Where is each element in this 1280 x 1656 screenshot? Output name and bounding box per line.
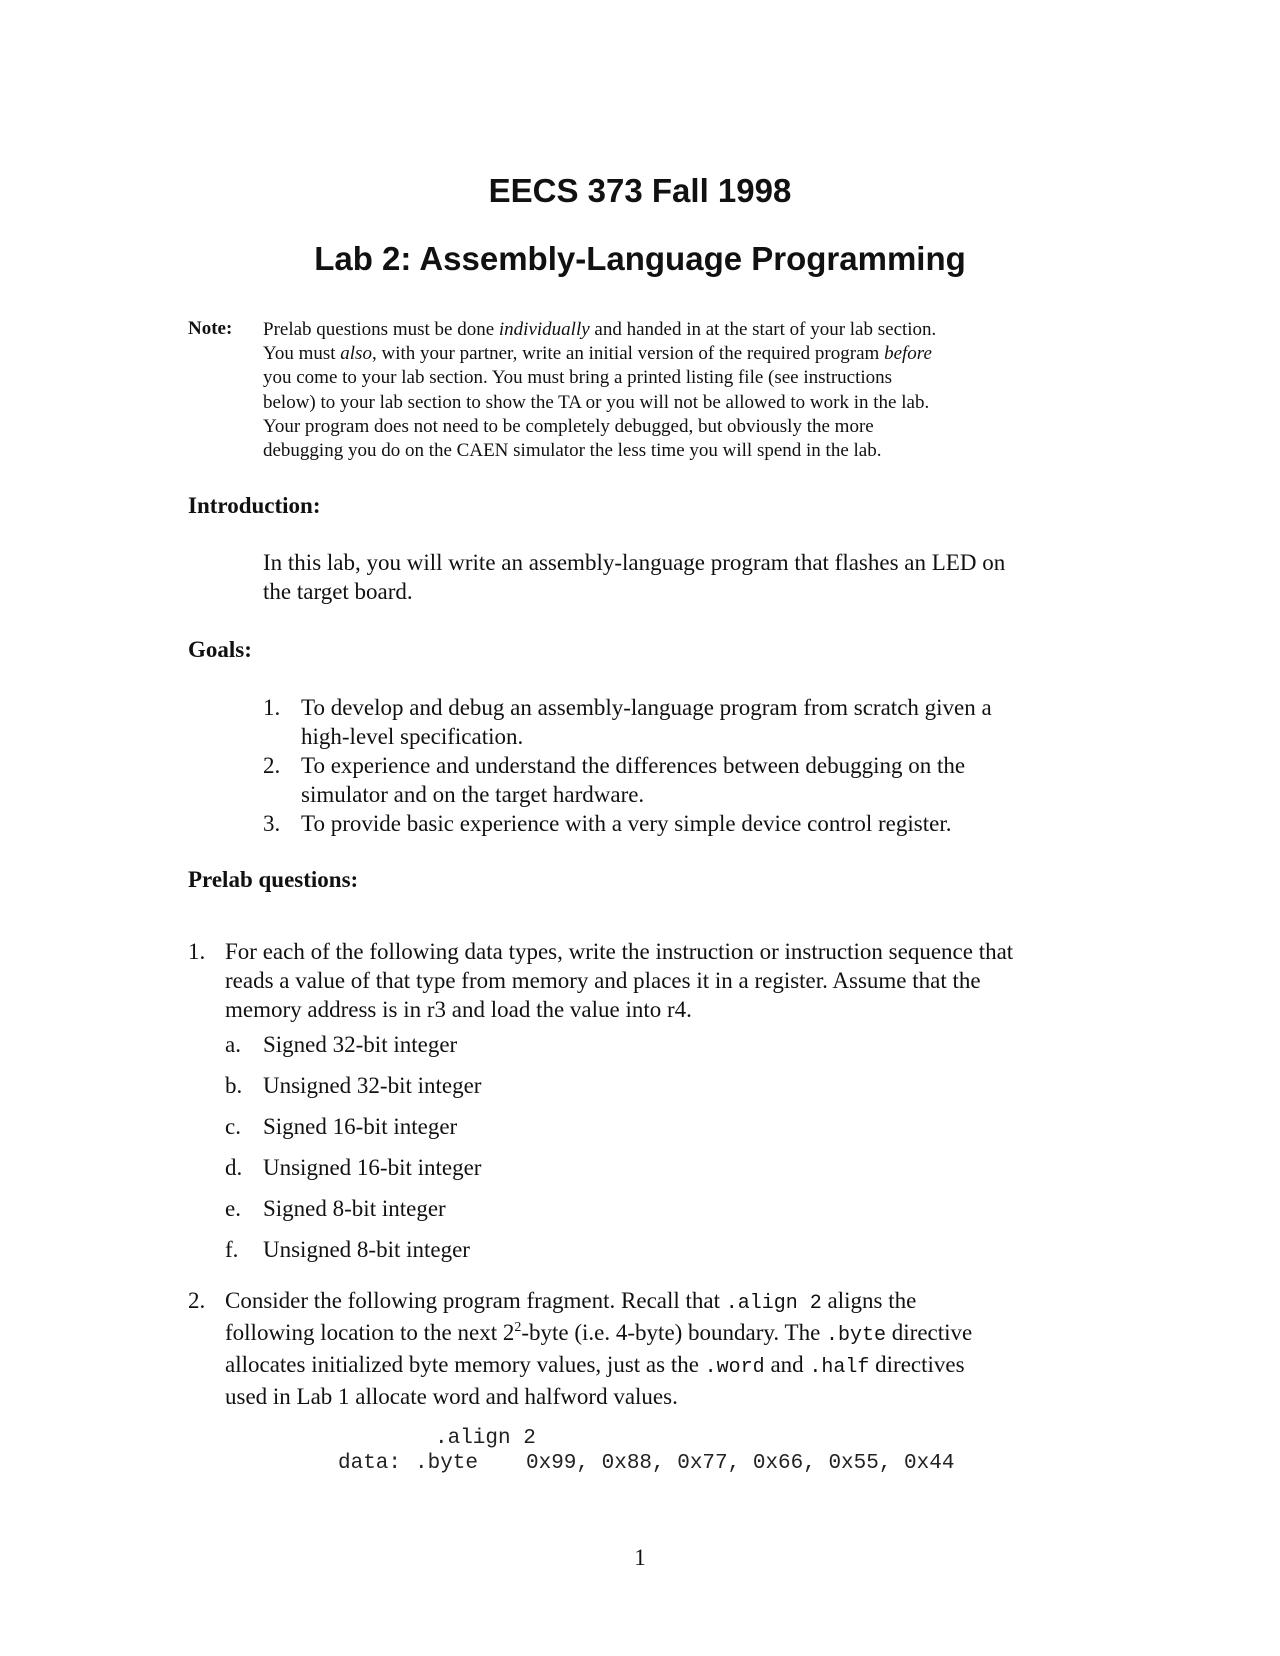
- code-label: data:: [338, 1452, 402, 1475]
- note-line: Prelab questions must be done individually and handed in at the start of your lab section.: [263, 319, 937, 340]
- page-number: 1: [634, 1545, 646, 1570]
- note-label: Note:: [188, 318, 233, 339]
- note-line: You must also, with your partner, write an initial version of the required program before: [263, 343, 932, 365]
- course-title: EECS 373 Fall 1998: [488, 172, 792, 209]
- code-align-line: .align 2: [435, 1427, 536, 1450]
- note-line: Your program does not need to be completely debugged, but obviously the more: [263, 415, 874, 437]
- inline-code: .half: [809, 1356, 870, 1379]
- note-line: debugging you do on the CAEN simulator the less time you will spend in the lab.: [263, 440, 882, 462]
- introduction-paragraph: In this lab, you will write an assembly-language program that flashes an LED on the target board.: [263, 550, 1006, 604]
- introduction-heading: Introduction:: [188, 493, 321, 518]
- inline-code: .word: [704, 1356, 765, 1379]
- lab-title: Lab 2: Assembly-Language Programming: [314, 240, 966, 277]
- note-body: [263, 318, 1023, 463]
- document-page: EECS 373 Fall 1998 Lab 2: Assembly-Language Programming Note: Prelab questions must be done individually and handed in at the start of your lab section. You must also, with your partner, write an initial version of the required program before you come to your lab section. You must bring a printed listing file (see instructions below) to your lab section to show the TA or you will not be allowed to work in the lab. Your program does not need to be completely debugged, but obviously the more debugging you do on the CAEN simulator the less time you will spend in the lab. Introduction: In this lab, you will write an assembly-language program that flashes an LED on the target board. Goals: 1. To develop and debug an assembly-language program from scratch given a high-level specification. 2. To experience and understand the differences between debugging on the simulator and on the target hardware. 3. To provide basic experience with a very simple device control register. Prelab questions: 1. For each of the following data types, write the instruction or instruction sequence that reads a value of that type from memory and places it in a register. Assume that the memory address is in r3 and load the value into r4. a. Signed 32-bit integer b. Unsigned 32-bit integer c. Signed 16-bit integer d. Unsigned 16-bit integer e. Signed 8-bit integer f. Unsigned 8-bit integer 2. Consider the following program fragment. Recall that .align 2 aligns the following location to the next $2^2$-byte (i.e. 4-byte) boundary. The .byte directive allocates initialized byte memory values, just as the .word and .half directives used in Lab 1 allocate word and halfword values. .align 2 data: .byte 0x99, 0x88, 0x77, 0x66, 0x55, 0x44 1: [0, 0, 1280, 1656]
- note-line: below) to your lab section to show the TA or you will not be allowed to work in the lab.: [263, 391, 930, 413]
- inline-code: .byte: [826, 1324, 887, 1347]
- goals-heading: Goals:: [188, 637, 252, 662]
- inline-code: .align 2: [725, 1292, 822, 1315]
- note-line: you come to your lab section. You must bring a printed listing file (see instructions: [263, 367, 893, 389]
- code-directive: .byte: [415, 1452, 479, 1475]
- prelab-heading: Prelab questions:: [188, 867, 359, 892]
- code-values: 0x99, 0x88, 0x77, 0x66, 0x55, 0x44: [526, 1452, 955, 1475]
